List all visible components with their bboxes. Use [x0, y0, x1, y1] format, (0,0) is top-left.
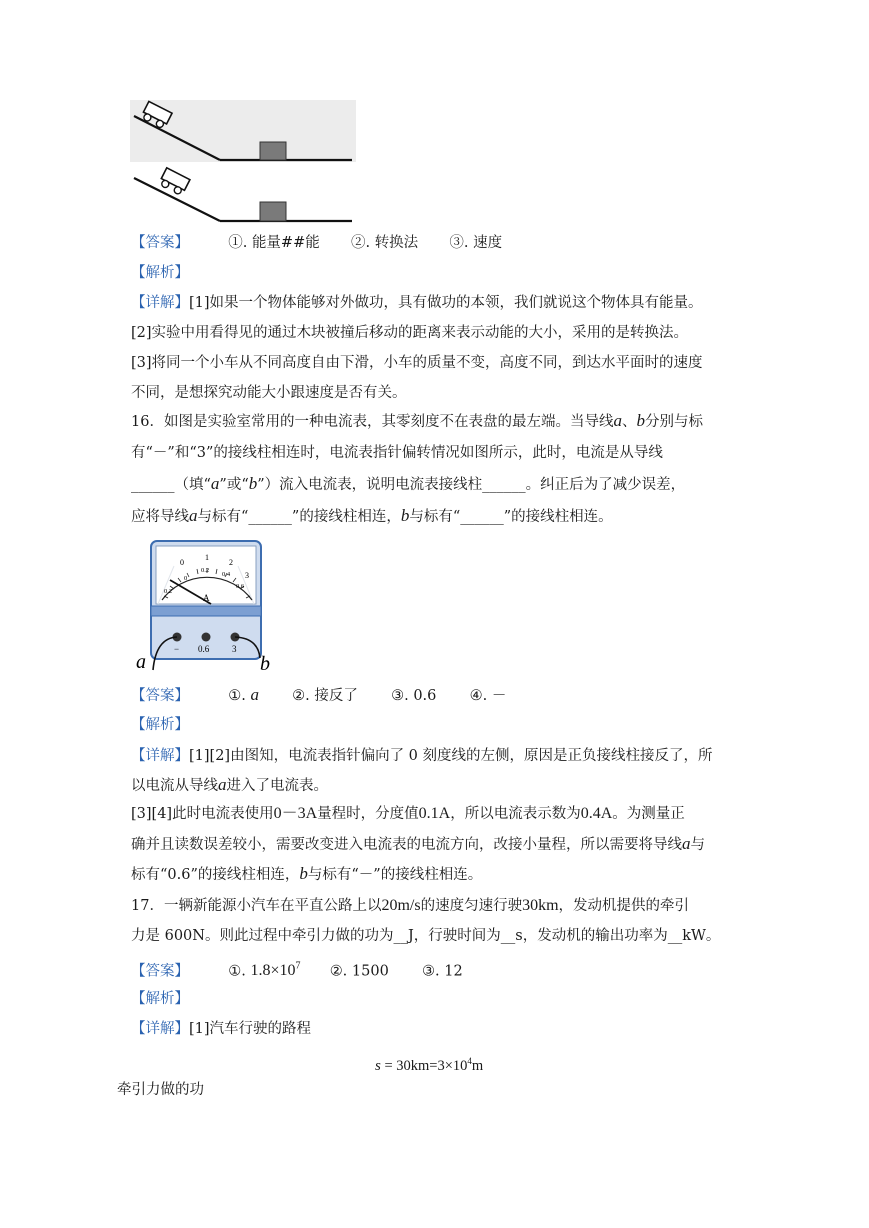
q16-line-1	[131, 411, 703, 432]
detail-text: 以电流从导线	[131, 778, 218, 794]
terminal-label: 3	[232, 644, 237, 654]
terminal-label: −	[174, 644, 180, 654]
unit-label: A	[203, 593, 210, 603]
equation-distance	[375, 1051, 483, 1076]
scale-bottom-label: 0.4	[222, 571, 231, 578]
ammeter-figure	[134, 538, 282, 678]
q16-line-3	[131, 474, 685, 495]
q16-line-4	[131, 506, 613, 527]
detail-text: 标有“0.6”的接线柱相连，	[131, 867, 300, 883]
q16-text: ”或“	[219, 477, 249, 493]
answer-value	[250, 962, 300, 979]
lower-ramp	[134, 168, 352, 221]
analysis-tag: 【解析】	[131, 717, 189, 733]
answer-value: 接反了	[314, 688, 358, 704]
q16-detail-2c	[131, 864, 482, 885]
answer-base: 1.8×10	[250, 962, 296, 980]
scale-bottom-label: 0.2	[164, 588, 173, 595]
distance-value: 30km	[522, 897, 559, 914]
speed-value: 20m/s	[381, 897, 421, 914]
q16-text: 应将导线	[131, 509, 189, 525]
eq-symbol: s	[375, 1057, 381, 1074]
q17-answer-line	[131, 957, 463, 981]
answer-num: ①.	[228, 235, 248, 251]
answer-value: 0.6	[413, 688, 437, 704]
q15-detail-1	[131, 293, 703, 313]
terminal-label: 0.6	[198, 644, 210, 654]
upper-ramp	[130, 100, 356, 162]
q15-detail-3a: [3]将同一个小车从不同高度自由下滑，小车的质量不变，高度不同，到达水平面时的速度	[131, 355, 703, 371]
eq-unit: m	[471, 1057, 484, 1074]
q16-text: 与标有“______”的接线柱相连。	[409, 509, 613, 525]
var-a: a	[613, 411, 622, 430]
var-b: b	[299, 864, 308, 883]
detail-text: 与标有“－”的接线柱相连。	[307, 867, 483, 883]
q16-text: 16．如图是实验室常用的一种电流表，其零刻度不在表盘的最左端。当导线	[131, 414, 614, 430]
q17-last-line: 牵引力做的功	[117, 1082, 204, 1098]
q17-detail-1	[131, 1019, 311, 1039]
q16-detail-1b	[131, 775, 328, 796]
q15-detail-3b: 不同，是想探究动能大小跟速度是否有关。	[131, 385, 407, 401]
q15-detail-2: [2]实验中用看得见的通过木块被撞后移动的距离来表示动能的大小，采用的是转换法。	[131, 325, 689, 341]
q16-text: 分别与标	[644, 414, 703, 430]
detail-text: ，所以电流表示数为	[450, 806, 581, 822]
answer-num: ③.	[391, 688, 409, 704]
analysis-tag: 【解析】	[131, 991, 189, 1007]
q17-text: ，发动机提供的牵引	[558, 898, 690, 914]
answer-num: ③.	[449, 235, 469, 251]
answer-value: －	[491, 688, 507, 704]
answer-value: 转换法	[374, 235, 419, 251]
detail-text: 进入了电流表。	[226, 778, 328, 794]
answer-num: ③.	[422, 963, 440, 980]
answer-exponent: 7	[295, 961, 301, 972]
scale-top-label: 2	[229, 558, 233, 567]
answer-value: 12	[444, 963, 463, 980]
scale-bottom-label: 0.2	[201, 567, 210, 574]
q16-text: 与标有“______”的接线柱相连，	[197, 509, 401, 525]
answer-value: a	[250, 685, 259, 704]
scale-bottom-label: 0.6	[236, 583, 245, 590]
var-a: a	[218, 775, 227, 794]
eq-exponent: 4	[467, 1056, 472, 1066]
detail-text: 与	[690, 837, 705, 853]
answer-value: 能量##能	[251, 235, 320, 251]
answer-num: ②.	[329, 963, 348, 980]
detail-text: [1]汽车行驶的路程	[189, 1021, 312, 1037]
q16-text: ______（填“	[131, 477, 211, 493]
q16-detail-1a	[131, 746, 713, 766]
detail-tag: 【详解】	[131, 748, 189, 764]
answer-tag: 【答案】	[131, 688, 189, 704]
answer-value: 1500	[351, 963, 389, 980]
answer-tag: 【答案】	[131, 963, 189, 980]
detail-text: 量程时，分度值	[317, 806, 419, 822]
q16-answer-line	[131, 685, 506, 706]
var-a: a	[682, 834, 691, 853]
scale-top-label: 3	[245, 571, 249, 580]
wire-a-label: a	[136, 651, 146, 673]
wire-b-label: b	[260, 653, 270, 675]
var-b: b	[248, 474, 258, 493]
var-a: a	[189, 506, 198, 525]
q16-detail-2b	[131, 834, 705, 855]
detail-tag: 【详解】	[131, 295, 189, 311]
detail-text: 。为测量正	[612, 806, 685, 822]
q16-line-2: 有“－”和“3”的接线柱相连时，电流表指针偏转情况如图所示，此时，电流是从导线	[131, 445, 663, 461]
q17-line-1	[131, 896, 689, 916]
var-b: b	[636, 411, 645, 430]
eq-text: = 30km=3×10	[380, 1057, 468, 1074]
q16-detail-2a	[131, 804, 685, 824]
division-value: 0.1A	[418, 805, 451, 822]
detail-text: [1][2]由图知，电流表指针偏向了 0 刻度线的左侧，原因是正负接线柱接反了，所	[189, 748, 713, 764]
q17-text: 的速度匀速行驶	[420, 898, 523, 914]
q17-line-2: 力是 600N。则此过程中牵引力做的功为__J，行驶时间为__s，发动机的输出功率为__kW。	[131, 928, 721, 944]
answer-num: ②.	[350, 235, 371, 251]
q17-text: 17．一辆新能源小汽车在平直公路上以	[131, 898, 382, 914]
range-value: 0－3A	[273, 805, 318, 822]
var-b: b	[400, 506, 410, 525]
scale-top-label: 0	[180, 558, 184, 567]
ramp-figure	[130, 100, 356, 226]
detail-text: [1]如果一个物体能够对外做功，具有做功的本领，我们就说这个物体具有能量。	[189, 295, 703, 311]
var-a: a	[210, 474, 220, 493]
detail-text: 确并且读数误差较小，需要改变进入电流表的电流方向，改接小量程，所以需要将导线	[131, 837, 682, 853]
separator: 、	[621, 414, 637, 430]
answer-num: ②.	[292, 688, 310, 704]
answer-num: ①.	[228, 963, 246, 980]
detail-tag: 【详解】	[131, 1021, 189, 1037]
reading-value: 0.4A	[580, 805, 613, 822]
q15-answer-line	[131, 233, 502, 253]
scale-bottom-label: 0	[184, 575, 188, 582]
analysis-tag: 【解析】	[131, 265, 189, 281]
scale-top-label: 1	[205, 553, 209, 562]
answer-tag: 【答案】	[131, 235, 189, 251]
q16-text: ”）流入电流表，说明电流表接线柱______。纠正后为了减少误差，	[257, 477, 686, 493]
answer-num: ①.	[228, 688, 246, 704]
detail-text: [3][4]此时电流表使用	[131, 806, 274, 822]
answer-value: 速度	[473, 235, 503, 251]
answer-num: ④.	[469, 688, 488, 704]
